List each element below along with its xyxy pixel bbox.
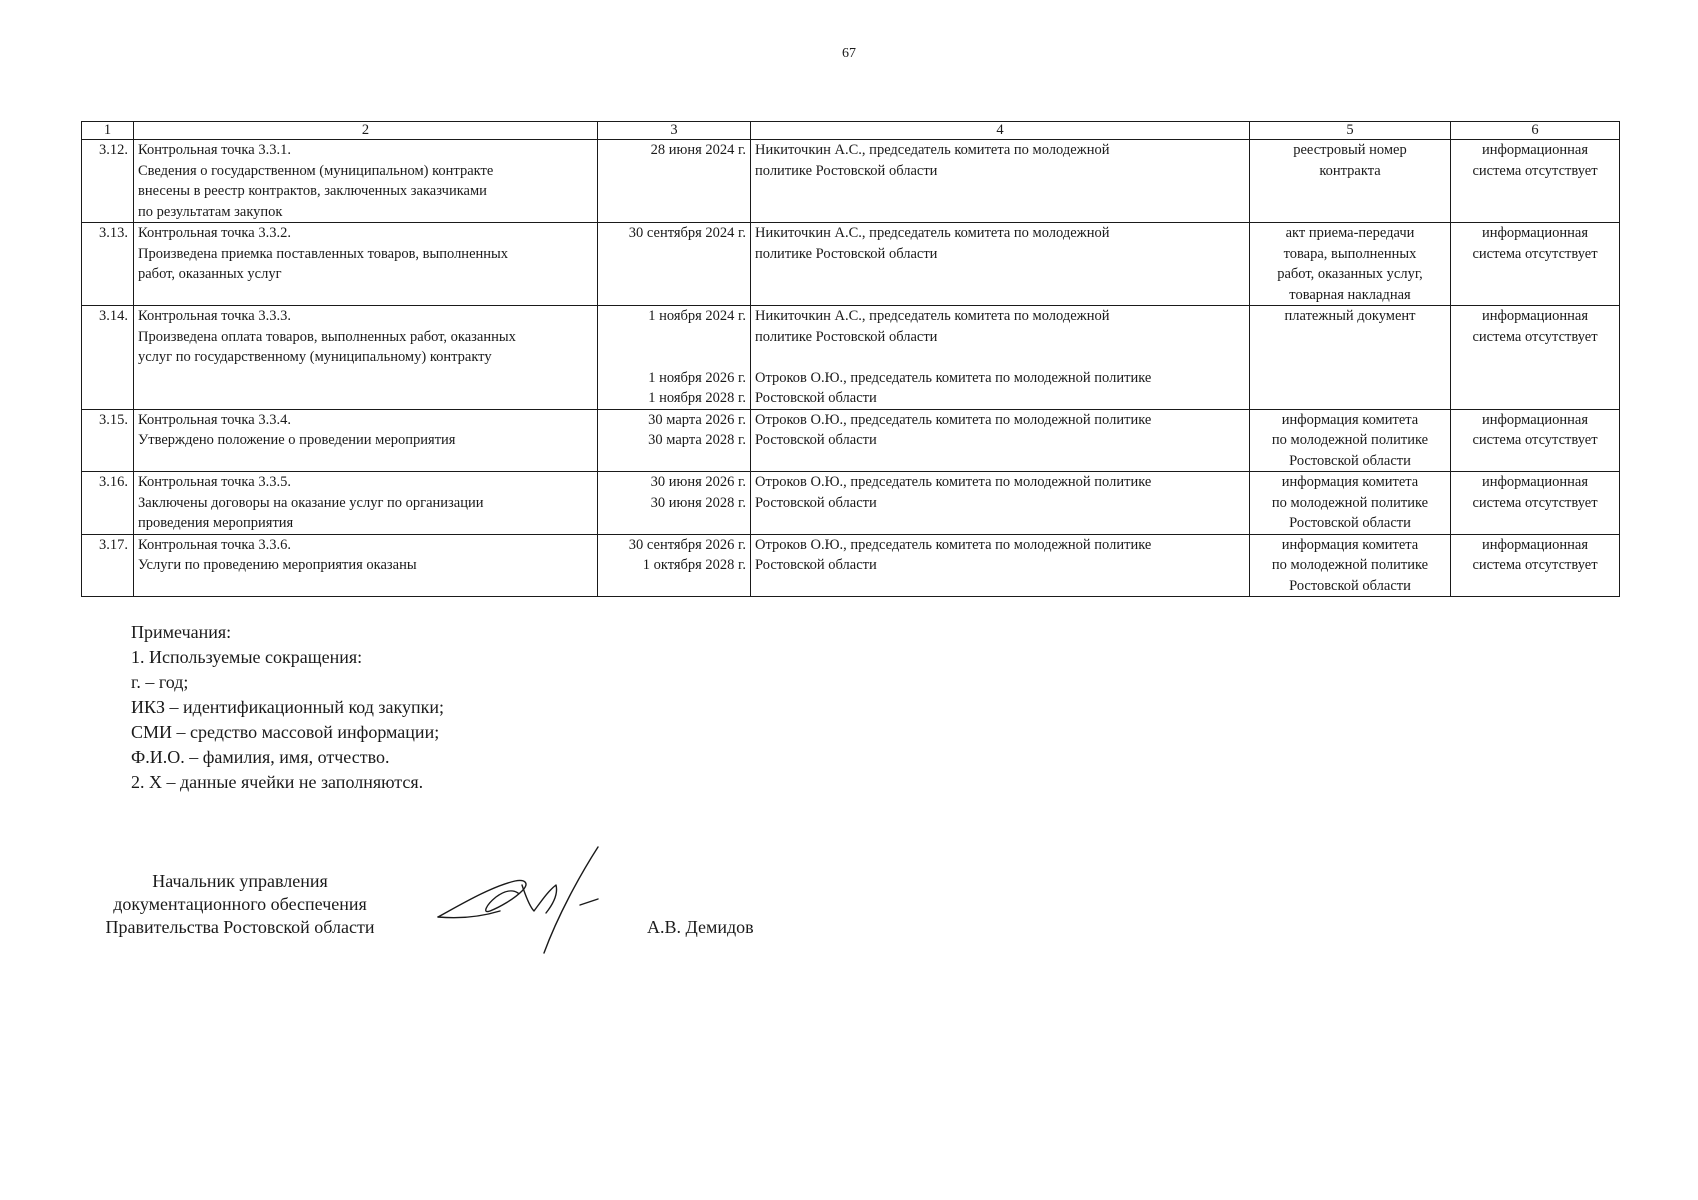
system-line: информационная (1481, 536, 1589, 553)
note-line: 2. Х – данные ячейки не заполняются. (131, 772, 424, 792)
handwritten-signature (430, 845, 640, 955)
system-line: система отсутствует (1472, 328, 1598, 345)
responsible-cell (751, 409, 1250, 472)
control-point-description (134, 223, 598, 306)
document-line: акт приема-передачи (1285, 225, 1415, 241)
responsible-line: Отроков О.Ю., председатель комитета по молодежной политике (755, 411, 1152, 428)
table-header-row (82, 122, 1620, 140)
responsible-cell (751, 534, 1250, 597)
note-line: ИКЗ – идентификационный код закупки; (131, 697, 445, 717)
description-line: работ, оказанных услуг (138, 266, 282, 282)
document-line: работ, оказанных услуг, (1277, 266, 1423, 282)
responsible-line: политике Ростовской области (755, 328, 938, 345)
responsible-cell (751, 140, 1250, 223)
deadline-date: 1 ноября 2026 г. (648, 369, 746, 386)
description-line: Произведена приемка поставленных товаров, выполненных (138, 245, 509, 262)
document-line: реестровый номер (1293, 142, 1407, 158)
table-row (82, 472, 1620, 535)
deadline-cell (598, 534, 751, 597)
responsible-cell (751, 223, 1250, 306)
responsible-line: политике Ростовской области (755, 162, 938, 179)
system-line: информационная (1481, 142, 1589, 158)
deadline-date: 30 сентября 2026 г. (628, 536, 746, 553)
document-cell (1250, 306, 1451, 410)
table-row (82, 140, 1620, 223)
responsible-line: Отроков О.Ю., председатель комитета по молодежной политике (755, 474, 1152, 490)
column-header: 5 (1250, 122, 1451, 140)
system-line: система отсутствует (1472, 432, 1598, 448)
responsible-cell (751, 306, 1250, 410)
description-line: Контрольная точка 3.3.4. (138, 411, 291, 428)
control-point-description (134, 140, 598, 223)
system-line: система отсутствует (1472, 557, 1598, 573)
deadline-date: 1 ноября 2024 г. (648, 308, 746, 324)
system-line: информационная (1481, 411, 1589, 428)
system-line: система отсутствует (1472, 162, 1598, 179)
note-line: Ф.И.О. – фамилия, имя, отчество. (131, 747, 390, 767)
description-line: Контрольная точка 3.3.3. (138, 308, 291, 324)
description-line: Контрольная точка 3.3.5. (138, 474, 291, 490)
row-number: 3.12. (82, 140, 134, 223)
column-header: 3 (598, 122, 751, 140)
responsible-line: Ростовской области (755, 390, 877, 406)
signatory-title-line: Начальник управления (152, 871, 328, 891)
information-system-cell (1451, 472, 1620, 535)
deadline-cell (598, 306, 751, 410)
deadline-date: 30 марта 2026 г. (648, 411, 746, 428)
control-point-description (134, 472, 598, 535)
description-line: Услуги по проведению мероприятия оказаны (138, 557, 417, 573)
information-system-cell (1451, 223, 1620, 306)
signatory-title (80, 870, 400, 939)
description-line: услуг по государственному (муниципальному) контракту (138, 349, 492, 365)
document-cell (1250, 223, 1451, 306)
column-header: 4 (751, 122, 1250, 140)
spacer (602, 327, 746, 348)
description-line: Заключены договоры на оказание услуг по организации (138, 494, 484, 511)
system-line: информационная (1481, 474, 1589, 490)
table-row (82, 223, 1620, 306)
system-line: информационная (1481, 308, 1589, 324)
control-point-description (134, 409, 598, 472)
document-line: Ростовской области (1289, 515, 1411, 531)
responsible-line: Ростовской области (755, 432, 877, 448)
document-line: по молодежной политике (1271, 494, 1429, 511)
document-line: по молодежной политике (1271, 557, 1429, 573)
column-header: 1 (82, 122, 134, 140)
responsible-line: Ростовской области (755, 557, 877, 573)
control-point-description (134, 534, 598, 597)
description-line: Утверждено положение о проведении мероприятия (138, 432, 456, 448)
information-system-cell (1451, 534, 1620, 597)
signatory-name: А.В. Демидов (647, 917, 754, 937)
document-cell (1250, 534, 1451, 597)
note-line: г. – год; (131, 672, 189, 692)
document-line: товара, выполненных (1283, 245, 1417, 262)
description-line: проведения мероприятия (138, 515, 294, 531)
document-cell (1250, 409, 1451, 472)
row-number: 3.13. (82, 223, 134, 306)
responsible-line: Никиточкин А.С., председатель комитета по молодежной (755, 308, 1110, 324)
system-line: информационная (1481, 225, 1589, 241)
row-number: 3.16. (82, 472, 134, 535)
document-line: товарная накладная (1289, 286, 1411, 303)
control-points-table (81, 121, 1620, 597)
column-header: 6 (1451, 122, 1620, 140)
notes-section (131, 620, 444, 795)
description-line: Контрольная точка 3.3.6. (138, 536, 291, 553)
table-row (82, 306, 1620, 410)
spacer (602, 347, 746, 368)
document-line: контракта (1319, 162, 1381, 179)
information-system-cell (1451, 306, 1620, 410)
spacer (755, 347, 1245, 368)
deadline-cell (598, 472, 751, 535)
information-system-cell (1451, 409, 1620, 472)
notes-heading: Примечания: (131, 622, 232, 642)
description-line: Сведения о государственном (муниципальном) контракте (138, 162, 494, 179)
column-header: 2 (134, 122, 598, 140)
deadline-date: 30 марта 2028 г. (648, 432, 746, 448)
row-number: 3.15. (82, 409, 134, 472)
description-line: внесены в реестр контрактов, заключенных заказчиками (138, 183, 487, 199)
signatory-title-line: Правительства Ростовской области (105, 917, 375, 937)
control-point-description (134, 306, 598, 410)
responsible-line: Отроков О.Ю., председатель комитета по молодежной политике (755, 536, 1152, 553)
document-cell (1250, 140, 1451, 223)
responsible-line: политике Ростовской области (755, 245, 938, 262)
document-line: по молодежной политике (1271, 432, 1429, 448)
table-row (82, 534, 1620, 597)
responsible-line: Никиточкин А.С., председатель комитета по молодежной (755, 225, 1110, 241)
system-line: система отсутствует (1472, 245, 1598, 262)
row-number: 3.17. (82, 534, 134, 597)
document-line: информация комитета (1281, 474, 1419, 490)
deadline-date: 1 ноября 2028 г. (648, 390, 746, 406)
deadline-cell (598, 140, 751, 223)
description-line: по результатам закупок (138, 203, 283, 220)
note-line: 1. Используемые сокращения: (131, 647, 363, 667)
document-line: платежный документ (1284, 308, 1416, 324)
description-line: Контрольная точка 3.3.2. (138, 225, 291, 241)
document-line: Ростовской области (1289, 452, 1411, 469)
deadline-date: 1 октября 2028 г. (642, 557, 746, 573)
page-number: 67 (842, 46, 856, 61)
responsible-line: Ростовской области (755, 494, 877, 511)
responsible-line: Отроков О.Ю., председатель комитета по молодежной политике (755, 369, 1152, 386)
signatory-title-line: документационного обеспечения (113, 894, 367, 914)
description-line: Контрольная точка 3.3.1. (138, 142, 291, 158)
table-row (82, 409, 1620, 472)
deadline-date: 28 июня 2024 г. (650, 142, 746, 158)
deadline-cell (598, 223, 751, 306)
description-line: Произведена оплата товаров, выполненных работ, оказанных (138, 328, 516, 345)
document-cell (1250, 472, 1451, 535)
deadline-date: 30 сентября 2024 г. (628, 225, 746, 241)
document-line: информация комитета (1281, 536, 1419, 553)
row-number: 3.14. (82, 306, 134, 410)
note-line: СМИ – средство массовой информации; (131, 722, 440, 742)
deadline-cell (598, 409, 751, 472)
system-line: система отсутствует (1472, 494, 1598, 511)
document-line: Ростовской области (1289, 577, 1411, 594)
deadline-date: 30 июня 2028 г. (650, 494, 746, 511)
document-line: информация комитета (1281, 411, 1419, 428)
responsible-line: Никиточкин А.С., председатель комитета по молодежной (755, 142, 1110, 158)
responsible-cell (751, 472, 1250, 535)
deadline-date: 30 июня 2026 г. (650, 474, 746, 490)
information-system-cell (1451, 140, 1620, 223)
